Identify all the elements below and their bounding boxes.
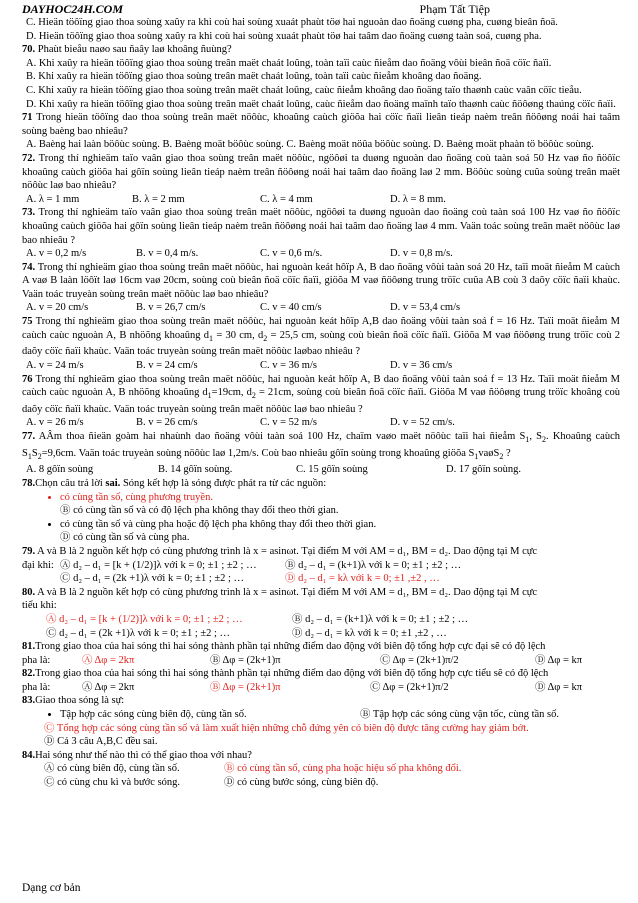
option-d: D. v = 36 cm/s: [390, 359, 453, 371]
option-d: D. 17 gôïn soùng.: [446, 464, 521, 476]
option-c: Ⓒ có cùng chu kì và bước sóng.: [44, 777, 181, 789]
option-a-correct: Ⓐ d₂ – d₁ = [k + (1/2)]λ với k = 0; ±1 ; ±2 ; …: [46, 613, 243, 625]
question-74: [22, 261, 620, 302]
subscript: 2: [542, 435, 547, 445]
option-a-correct: Ⓐ Δφ = 2kπ: [82, 654, 135, 666]
option-d: Ⓓ có cùng bước sóng, cùng biên độ.: [224, 777, 379, 789]
question-text: A và B là 2 nguồn kết hợp có cùng phương trình là x = asinωt. Tại điểm M với AM = d₁, BM = d₂. Dao động tại M cực: [35, 586, 538, 598]
question-text: Trong thí nghieäm taïo vaân giao thoa soùng treân maët nöôùc, ngöôøi ta duøng nguoàn dao ñoäng coù taàn soá 100 Hz vaø ño ñöôïc khoaûng caùch giöõa hai gôïn soùng lieân tieáp naèm treân ñöôøng noái hai taâm dao ñoäng laø 4 mm. Vaän toác soùng treân maët nöôùc laø bao nhieâu ?: [22, 207, 620, 246]
option-d-correct: Ⓓ d₂ – d₁ = kλ với k = 0; ±1 ,±2 , …: [285, 573, 440, 585]
question-82: [22, 667, 620, 681]
option-c: • có cùng tần số và cùng pha hoặc độ lệch pha không thay đổi theo thời gian.: [60, 518, 620, 532]
options-row: [22, 416, 620, 430]
question-label: đại khi:: [22, 559, 54, 571]
options-row: [22, 463, 620, 477]
option-a: A. v = 20 cm/s: [26, 302, 89, 314]
page-header: [22, 2, 620, 16]
question-70: [22, 43, 620, 57]
option-d: D. Khi xaûy ra hieän töôïng giao thoa soùng treân maët chaát loûng, caùc ñieåm dao ñoäng maïnh taïo thaønh caùc ñöôøng thaúng cöïc ñaïi.: [26, 98, 616, 110]
question-text: Giao thoa sóng là sự:: [35, 695, 125, 707]
option-c: C. v = 52 m/s: [260, 417, 317, 429]
question-number: 82.: [22, 668, 36, 680]
question-75: [22, 315, 620, 359]
question-label: pha là:: [22, 654, 51, 666]
option-d: D. v = 0,8 m/s.: [390, 248, 453, 260]
subscript: 1: [209, 333, 214, 343]
option-d: Ⓓ Cả 3 câu A,B,C đều sai.: [44, 736, 158, 748]
options-row: [22, 359, 620, 373]
option-b: B. Khi xaûy ra hieän töôïng giao thoa soùng treân maët chaát loûng, toàn taïi caùc ñieåm khoâng dao ñoäng.: [26, 71, 482, 83]
question-78: [22, 477, 620, 491]
question-text: = 30 cm, d: [213, 329, 264, 341]
options-list: [22, 708, 360, 722]
question-text: Sóng kết hợp là sóng được phát ra từ các nguồn:: [120, 477, 327, 489]
option-a: A. Khi xaûy ra hieän töôïng giao thoa soùng treân maët chaát loûng, toàn taïi caùc ñieåm dao ñoäng vôùi bieân ñoä cöïc ñaïi.: [26, 57, 552, 69]
question-number: 80.: [22, 586, 36, 598]
question-text: = 25,5 cm, soùng coù bieân ñoä cöïc ñaïi. Giöõa M vaø ñöôøng trung tröïc coù 2 daõy cöïc ñaïi khaùc. Vaän toác truyeàn soùng treân maët nöôùc laøbao nhieâu ?: [22, 329, 621, 358]
question-text: Phaùt bieåu naøo sau ñaây laø khoâng ñuùng?: [35, 44, 232, 56]
question-text: vaøS: [478, 447, 500, 459]
question-text: Trong thí nghieäm giao thoa soùng treân maët nöôùc, hai nguoàn keát hôïp A, B dao ñoäng vôùi taàn soá f = 13 Hz. Taïi moät ñieåm M caùch caùc nguoàn A, B nhöõng khoaûng d: [22, 373, 620, 399]
options-row: [22, 776, 620, 790]
option-c: C. v = 40 cm/s: [260, 302, 322, 314]
question-text: =19cm, d: [211, 387, 252, 399]
option-b: Ⓑ Tập hợp các sóng cùng vận tốc, cùng tần số.: [360, 709, 559, 721]
option-text: C. Hieän töôïng giao thoa soùng xaûy ra khi coù hai soùng xuaát phaùt töø hai nguoàn dao ñoäng cuøng pha, cuøng bieân ñoä.: [26, 17, 558, 28]
option-b-correct: Ⓑ Δφ = (2k+1)π: [210, 681, 281, 693]
option-b: B. v = 24 cm/s: [136, 359, 198, 371]
options-row: [22, 708, 620, 722]
question-number: 71: [22, 112, 33, 124]
option-d: Ⓓ có cùng tần số và cùng pha.: [60, 532, 190, 544]
spacer: [22, 572, 60, 586]
question-text: , S: [529, 431, 543, 442]
question-72: [22, 152, 620, 193]
subscript: 1: [474, 451, 479, 461]
subscript: 2: [37, 451, 42, 461]
question-73: [22, 206, 620, 247]
question-number: 81.: [22, 641, 36, 653]
question-number: 72.: [22, 152, 36, 164]
option-c: Ⓒ d₂ – d₁ = (2k +1)λ với k = 0; ±1 ; ±2 ; …: [60, 573, 245, 585]
option-b: B. v = 26 cm/s: [136, 417, 198, 429]
question-number: 78.: [22, 477, 36, 489]
question-label: tiểu khi:: [22, 600, 57, 612]
option-d: D. λ = 8 mm.: [390, 193, 446, 205]
question-number: 83.: [22, 695, 36, 707]
subscript: 1: [525, 435, 530, 445]
question-83: [22, 694, 620, 708]
question-80: [22, 586, 620, 600]
question-label: pha là:: [22, 681, 51, 693]
option-d: D. v = 52 cm/s.: [390, 417, 455, 429]
subscript: 2: [251, 391, 256, 401]
question-text: A và B là 2 nguồn kết hợp có cùng phương trình là x = asinωt. Tại điểm M với AM = d₁, BM = d₂. Dao động tại M cực: [35, 545, 538, 557]
option-a: A. v = 26 m/s: [26, 417, 84, 429]
question-79: [22, 545, 620, 559]
options-row: [22, 613, 620, 627]
question-number: 75: [22, 316, 33, 328]
option-b: B. v = 26,7 cm/s: [136, 302, 206, 314]
option-c: C. λ = 4 mm: [260, 193, 313, 205]
question-77: [22, 430, 620, 463]
option-c: Ⓒ Δφ = (2k+1)π/2: [380, 654, 459, 666]
option-b: Ⓑ d₂ – d₁ = (k+1)λ với k = 0; ±1 ; ±2 ; …: [285, 559, 462, 571]
question-76: [22, 373, 620, 417]
options-row: [22, 247, 620, 261]
subscript: 2: [499, 451, 504, 461]
options-row: [22, 193, 620, 207]
option-c-correct: Ⓒ Tổng hợp các sóng cùng tần số và làm xuất hiện những chỗ đứng yên có biên độ được tăng cường hay giảm bớt.: [44, 722, 529, 734]
option-c: Ⓒ Δφ = (2k+1)π/2: [370, 681, 449, 693]
page-footer: Dạng cơ bản: [22, 882, 81, 894]
options-row: [22, 627, 620, 641]
question-number: 74.: [22, 261, 36, 273]
subscript: 1: [207, 391, 212, 401]
option-b: B. λ = 2 mm: [132, 193, 185, 205]
question-text: AÂm thoa ñieän goàm hai nhaùnh dao ñoäng vôùi taàn soá 100 Hz, chaïm vaøo maët nöôùc taïi hai ñieåm S: [35, 431, 526, 442]
option-b: B. 14 gôïn soùng.: [158, 464, 233, 476]
question-text: Trong thí nghieäm giao thoa soùng treân maët nöôùc, hai nguoàn keát hôïp A, B dao ñoäng vôùi taàn soá 20 Hz, taïi moät ñieåm M caùch A vaø B laàn löôït laø 16cm vaø 20cm, soùng coù bieân ñoä cöïc ñaïi, giöõa M vaø ñöôøng trung tröïc cuûa AB coù 3 daõy cöïc ñaïi khaùc. Vaän toác truyeàn soùng treân maët nöôùc laø bao nhieâu?: [22, 261, 620, 300]
option-a: A. v = 24 m/s: [26, 359, 84, 371]
options-row: [22, 301, 620, 315]
option-b: Ⓑ có cùng tần số và có độ lệch pha không thay đổi theo thời gian.: [60, 505, 339, 517]
option-c: C. v = 36 m/s: [260, 359, 317, 371]
question-text: = 21cm, soùng coù bieân ñoä cöïc ñaïi. Giöõa M vaø ñöôøng trung tröïc khoâng coù daõy cöïc ñaïi khaùc. Vaän toác truyeàn soùng treân maët nöôùc laø bao nhieâu ?: [22, 387, 621, 415]
option-b-correct: Ⓑ có cùng tần số, cùng pha hoặc hiệu số pha không đổi.: [224, 763, 462, 775]
question-text: Hai sóng như thế nào thì có thể giao thoa với nhau?: [35, 749, 252, 761]
option-b: B. v = 0,4 m/s.: [136, 248, 199, 260]
option-a: A. v = 0,2 m/s: [26, 248, 87, 260]
question-number: 70.: [22, 44, 36, 56]
options-row: [22, 681, 620, 695]
options-list: [22, 491, 620, 505]
question-text: Chọn câu trả lời: [35, 477, 106, 489]
question-text: Trong thí nghieäm taïo vaân giao thoa soùng treân maët nöôùc, ngöôøi ta duøng nguoàn dao ñoäng coù taàn soá 50 Hz vaø ño ñöôïc khoaûng caùch giöõa hai gôïn soùng lieân tieáp naèm treân ñöôøng noái hai taâm dao ñoäng laø 2 mm. Böôùc soùng cuûa soùng treân maët nöôùc laø bao nhieâu?: [22, 152, 620, 192]
question-81: [22, 640, 620, 654]
question-text: S: [31, 447, 38, 459]
question-text: . Khoaûng caùch S: [22, 431, 621, 459]
options-row: [22, 654, 620, 668]
option-c: C. 15 gôïn soùng: [296, 464, 368, 476]
option-c: C. Khi xaûy ra hieän töôïng giao thoa soùng treân maët chaát loûng, caùc ñieåm khoâng dao ñoäng taïo thaønh caùc vaân cöïc tieåu.: [26, 84, 582, 96]
question-number: 84.: [22, 749, 36, 761]
subscript: 1: [27, 451, 32, 461]
option-a: Ⓐ Δφ = 2kπ: [82, 681, 135, 693]
option-d: Ⓓ Δφ = kπ: [535, 681, 583, 693]
site-name: DAYHOC24H.COM: [22, 2, 124, 16]
option-c: Ⓒ d₂ – d₁ = (2k +1)λ với k = 0; ±1 ; ±2 ; …: [46, 627, 231, 639]
option-a: A. 8 gôïn soùng: [26, 464, 94, 476]
question-text: ?: [503, 447, 511, 459]
option-b: Ⓑ Δφ = (2k+1)π: [210, 654, 281, 666]
question-number: 77.: [22, 431, 36, 442]
subscript: 2: [263, 333, 268, 343]
option-text: D. Hieän töôïng giao thoa soùng xaûy ra khi coù hai soùng xuaát phaùt töø hai taâm dao ñoäng cuøng taàn soá, cuøng pha.: [26, 30, 542, 42]
option-c: C. v = 0,6 m/s.: [260, 248, 323, 260]
option-a-correct: • có cùng tần số, cùng phương truyền.: [60, 491, 620, 505]
question-emphasis: sai.: [105, 477, 121, 489]
option-d: D. v = 53,4 cm/s: [390, 302, 461, 314]
option-a: • Tập hợp các sóng cùng biên độ, cùng tần số.: [60, 708, 360, 722]
question-text: Trong hieän töôïng dao thoa soùng treân maët nöôùc, khoaûng caùch giöõa hai cöïc ñaïi lieân tieáp naèm treân ñöôøng noái hai taâm soùng baèng bao nhieâu?: [22, 112, 620, 137]
option-a: A. λ = 1 mm: [26, 193, 80, 205]
option-a: Ⓐ d₂ – d₁ = [k + (1/2)]λ với k = 0; ±1 ; ±2 ; …: [60, 559, 257, 571]
question-number: 79.: [22, 545, 36, 557]
question-84: [22, 749, 620, 763]
question-number: 76: [22, 373, 33, 385]
option-b: Ⓑ d₂ – d₁ = (k+1)λ với k = 0; ±1 ; ±2 ; …: [292, 613, 469, 625]
options-row: [22, 762, 620, 776]
question-text: Trong giao thoa của hai sóng thì hai sóng thành phần tại những điểm dao động với biên độ tổng hợp cực tiểu sẽ có độ lệch: [35, 668, 549, 680]
options-row: [22, 572, 620, 586]
question-text: Trong thí nghieäm giao thoa soùng treân maët nöôùc, hai nguoàn keát hôïp A,B dao ñoäng vôùi taàn soá f = 16 Hz. Taïi moät ñieåm M caùch caùc nguoàn A, B nhöõng khoaûng d: [22, 316, 620, 341]
options-list: [22, 518, 620, 532]
option-d: Ⓓ d₂ – d₁ = kλ với k = 0; ±1 ,±2 , …: [292, 627, 447, 639]
options-line: A. Baèng hai laàn böôùc soùng. B. Baèng moät böôùc soùng. C. Baèng moät nöûa böôùc soùng. D. Baèng moät phaàn tö böôùc soùng.: [26, 139, 594, 151]
options-row: [22, 559, 620, 573]
option-d: Ⓓ Δφ = kπ: [535, 654, 583, 666]
question-text: =9,6cm. Vaän toác truyeàn soùng nöôùc laø 1,2m/s. Coù bao nhieâu gôïn soùng trong khoaûng giöõa S: [41, 447, 475, 459]
author-name: Phạm Tất Tiệp: [419, 2, 490, 16]
question-71: [22, 111, 620, 138]
question-number: 73.: [22, 207, 36, 219]
question-text: Trong giao thoa của hai sóng thì hai sóng thành phần tại những điểm dao động với biên độ tổng hợp cực đại sẽ có độ lệch: [35, 641, 546, 653]
option-a: Ⓐ có cùng biên độ, cùng tần số.: [44, 763, 180, 775]
